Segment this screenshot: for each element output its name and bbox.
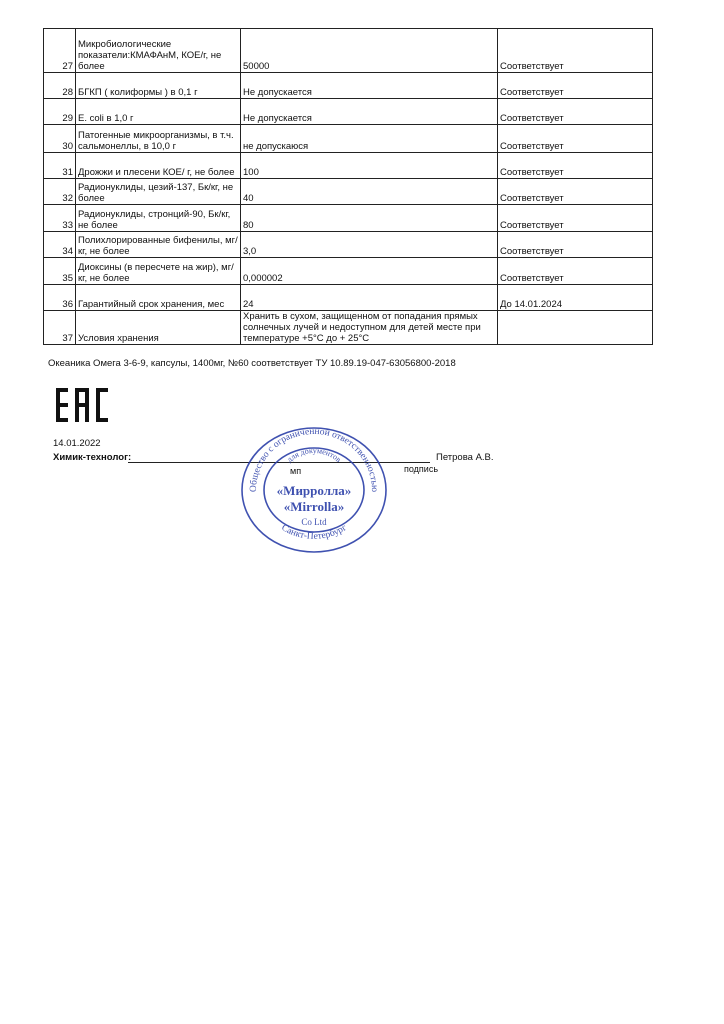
- table-row: [44, 179, 653, 205]
- stamp-name-en: «Mirrolla»: [283, 499, 345, 514]
- compliance-result: Соответствует: [498, 205, 653, 232]
- signature-caption: подпись: [404, 464, 439, 474]
- row-number: 34: [44, 232, 76, 258]
- parameter-value: Не допускается: [241, 99, 498, 125]
- stamp-outer-text: Общество с ограниченной ответственностью: [248, 426, 380, 493]
- parameter-value: 80: [241, 205, 498, 232]
- parameter-name: E. coli в 1,0 г: [76, 99, 241, 125]
- table-row: [44, 311, 653, 345]
- compliance-result: Соответствует: [498, 179, 653, 205]
- row-number: 36: [44, 285, 76, 311]
- row-number: 33: [44, 205, 76, 232]
- row-number: 31: [44, 153, 76, 179]
- row-number: 35: [44, 258, 76, 285]
- parameter-value: 50000: [241, 29, 498, 73]
- row-number: 37: [44, 311, 76, 345]
- table-row: [44, 285, 653, 311]
- row-number: 30: [44, 125, 76, 153]
- compliance-result: Соответствует: [498, 153, 653, 179]
- compliance-result: До 14.01.2024: [498, 285, 653, 311]
- table-row: [44, 73, 653, 99]
- parameter-name: Радионуклиды, стронций-90, Бк/кг, не более: [76, 205, 241, 232]
- company-seal-stamp: [240, 425, 388, 555]
- parameter-name: Микробиологические показатели:КМАФАнМ, КОЕ/г, не более: [76, 29, 241, 73]
- signer-name: Петрова А.В.: [436, 452, 494, 463]
- row-number: 29: [44, 99, 76, 125]
- parameter-name: Условия хранения: [76, 311, 241, 345]
- parameter-value: 40: [241, 179, 498, 205]
- table-row: [44, 258, 653, 285]
- eac-mark-icon: [56, 388, 108, 422]
- document-date: 14.01.2022: [53, 438, 101, 449]
- row-number: 27: [44, 29, 76, 73]
- compliance-result: Соответствует: [498, 232, 653, 258]
- stamp-name-ru: «Мирролла»: [276, 483, 352, 498]
- parameter-name: БГКП ( колиформы ) в 0,1 г: [76, 73, 241, 99]
- compliance-result: Соответствует: [498, 125, 653, 153]
- parameter-name: Гарантийный срок хранения, мес: [76, 285, 241, 311]
- spec-table-body: [44, 29, 653, 345]
- table-row: [44, 29, 653, 73]
- parameter-value: 24: [241, 285, 498, 311]
- compliance-result: Соответствует: [498, 258, 653, 285]
- stamp-city-text: Санкт-Петербург: [279, 522, 349, 542]
- parameter-name: Патогенные микроорганизмы, в т.ч. сальмонеллы, в 10,0 г: [76, 125, 241, 153]
- signer-position: Химик-технолог:: [53, 452, 132, 463]
- row-number: 28: [44, 73, 76, 99]
- compliance-result: Соответствует: [498, 73, 653, 99]
- compliance-result: [498, 311, 653, 345]
- parameter-value: Хранить в сухом, защищенном от попадания прямых солнечных лучей и недоступном для детей месте при температуре +5°С до + 25°С: [241, 311, 498, 345]
- parameter-value: Не допускается: [241, 73, 498, 99]
- parameter-name: Радионуклиды, цезий-137, Бк/кг, не более: [76, 179, 241, 205]
- parameter-name: Полихлорированные бифенилы, мг/кг, не более: [76, 232, 241, 258]
- row-number: 32: [44, 179, 76, 205]
- table-row: [44, 125, 653, 153]
- table-row: [44, 99, 653, 125]
- table-row: [44, 205, 653, 232]
- spec-table: [43, 28, 653, 345]
- parameter-name: Диоксины (в пересчете на жир), мг/кг, не более: [76, 258, 241, 285]
- parameter-value: 3,0: [241, 232, 498, 258]
- parameter-value: не допускаюся: [241, 125, 498, 153]
- parameter-value: 100: [241, 153, 498, 179]
- seal-place-label: мп: [290, 466, 302, 476]
- parameter-value: 0,000002: [241, 258, 498, 285]
- stamp-inner-text: для документов: [285, 445, 343, 465]
- table-row: [44, 232, 653, 258]
- stamp-suffix: Co Ltd: [301, 517, 327, 527]
- conformity-statement: Океаника Омега 3-6-9, капсулы, 1400мг, №60 соответствует ТУ 10.89.19-047-63056800-2018: [48, 358, 456, 369]
- table-row: [44, 153, 653, 179]
- compliance-result: Соответствует: [498, 29, 653, 73]
- compliance-result: Соответствует: [498, 99, 653, 125]
- parameter-name: Дрожжи и плесени КОЕ/ г, не более: [76, 153, 241, 179]
